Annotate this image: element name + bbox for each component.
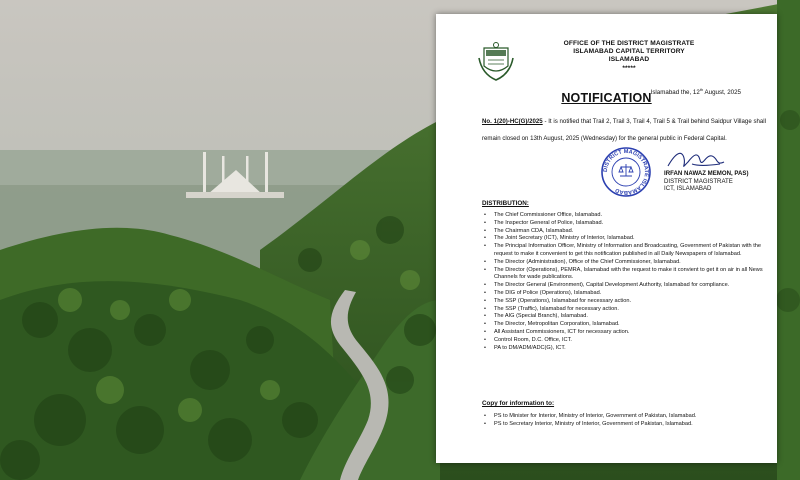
reference-number: No. 1(20)-HC(G)/2025 [482, 118, 543, 125]
distribution-item: • The Principal Information Officer, Ministry of Information and Broadcasting, Government of Pakistan with the request to make it convenient to get this notification published in all Daily Newspapers of Islamabad. [482, 243, 764, 259]
copy-list [482, 413, 764, 429]
distribution-item: • The AIG (Special Branch), Islamabad. [482, 313, 764, 321]
letterhead [534, 40, 724, 73]
distribution-heading: DISTRIBUTION: [482, 200, 529, 207]
copy-heading: Copy for information to: [482, 400, 555, 407]
distribution-item: • The SSP (Operations), Islamabad for necessary action. [482, 298, 764, 306]
distribution-item: • The Director (Operations), PEMRA, Islamabad with the request to make it convient to get it on air in all News Channels for wade publications. [482, 267, 764, 283]
distribution-item: • The Director (Administration), Office of the Chief Commissioner, Islamabad. [482, 259, 764, 267]
distribution-item: • The Director General (Environment), Capital Development Authority, Islamabad for compliance. [482, 282, 764, 290]
signatory-office: ICT, ISLAMABAD [664, 185, 712, 193]
distribution-item: • The Director, Metropolitan Corporation, Islamabad. [482, 321, 764, 329]
government-emblem-icon [478, 40, 514, 82]
distribution-item: • The DIG of Police (Operations), Islamabad. [482, 290, 764, 298]
distribution-item: • The Joint Secretary (ICT), Ministry of Interior, Islamabad. [482, 235, 764, 243]
distribution-item: • The Inspector General of Police, Islamabad. [482, 220, 764, 228]
document-title: NOTIFICATION [561, 91, 652, 105]
distribution-list [482, 212, 764, 352]
header-stars: ***** [622, 64, 636, 72]
official-seal-stamp [600, 146, 652, 198]
distribution-item: • The SSP (Traffic), Islamabad for necessary action. [482, 306, 764, 314]
signatory-designation: DISTRICT MAGISTRATE [664, 177, 733, 185]
copy-item: • PS to Secretary Interior, Ministry of Interior, Government of Pakistan, Islamabad. [482, 421, 764, 429]
notification-body [482, 113, 766, 147]
office-name: OFFICE OF THE DISTRICT MAGISTRATE [563, 40, 695, 47]
distribution-item: • The Chief Commissioner Office, Islamabad. [482, 212, 764, 220]
distribution-item: • PA to DM/ADM/ADC(G), ICT. [482, 345, 764, 353]
territory-name: ISLAMABAD CAPITAL TERRITORY [573, 48, 685, 56]
distribution-item: • Control Room, D.C. Office, ICT. [482, 337, 764, 345]
signatory-name: IRFAN NAWAZ MEMON, PAS) [664, 170, 749, 177]
notification-document [436, 14, 777, 463]
distribution-item: • The Chairman CDA, Islamabad. [482, 228, 764, 236]
copy-item: • PS to Minister for Interior, Ministry of Interior, Government of Pakistan, Islamabad. [482, 413, 764, 421]
notification-text: - It is notified that Trail 2, Trail 3, Trail 4, Trail 5 & Trail behind Saidpur Village shall remain closed on 13th August, 2025 (Wednesday) for the general public in Federal Capital. [482, 118, 766, 142]
svg-text:DISTRICT MAGISTRATE ISLAMABAD: DISTRICT MAGISTRATE ISLAMABAD [602, 148, 650, 196]
distribution-item: • All Assistant Commissioners, ICT for necessary action. [482, 329, 764, 337]
city-name: ISLAMABAD [608, 56, 650, 64]
signature-block [664, 170, 749, 193]
date-line: Islamabad the, 12th August, 2025 [650, 87, 741, 97]
